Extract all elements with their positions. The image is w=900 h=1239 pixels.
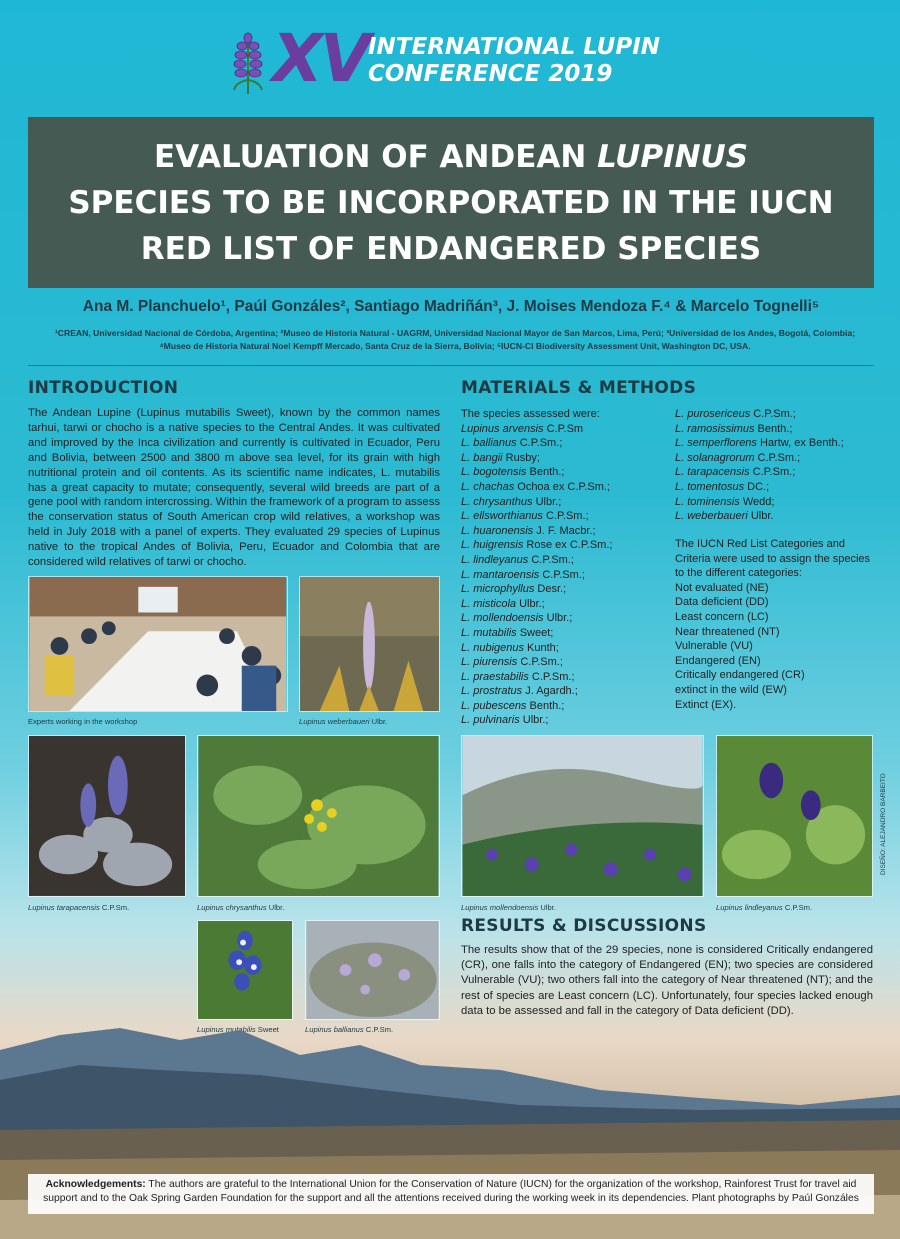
species-name: L. piurensis: [461, 656, 518, 669]
conference-numeral: XV: [272, 20, 368, 97]
affiliations: ¹CREAN, Universidad Nacional de Córdoba, Argentina; ²Museo de Historia Natural - UAGRM, Universidad Nacional Mayor de San Marcos, Lima, Perú; ³Universidad de los Andes, Bogotá, Colombia; ⁴Museo de Historia Natural Noel Kempff Mercado, Santa Cruz de la Sierra, Bolivia; ⁵IUCN-CI Biodiversity Assessment Unit, Washington DC, USA.: [54, 328, 856, 351]
species-name: L. huaronensis: [461, 524, 534, 537]
species-intro: The species assessed were:: [461, 408, 600, 420]
category-item: Least concern (LC): [675, 610, 769, 623]
caption-mollendoensis: [461, 903, 556, 912]
species-item: [461, 495, 612, 510]
category-item: Extinct (EX).: [675, 698, 737, 711]
species-item: [461, 465, 612, 480]
caption-mutabilis-author: Sweet: [255, 1025, 279, 1034]
species-item: [461, 436, 612, 451]
introduction-text: The Andean Lupine (Lupinus mutabilis Sweet), known by the common names tarhui, tarwi or chocho is a native species to the Central Andes. It was cultivated and improved by the Inca civilization and currently is cultivated in Ecuador, Peru and Bolivia, between 2500 and 3800 m above sea level, for its grain with high nutritional protein and oil contents. As its scientific name indicates, L. mutabilis has a great capacity to mutate; consequently, several wild breeds are part of a gene pool with random intercrossing. Within the framework of a program to assess the conservation status of South American crop wild relatives, a workshop was held in July 2018 with a panel of experts. They evaluated 29 species of Lupinus native to the tropical Andes of Bolivia, Peru, Ecuador and Colombia that are considered wild relatives of tarwi or chocho.: [28, 407, 440, 569]
lindleyanus-photo: [716, 735, 873, 897]
species-list-col1: [461, 407, 612, 728]
design-credit: DISEÑO: ALEJANDRO BARBEITO: [880, 773, 887, 875]
title-genus: LUPINUS: [597, 138, 749, 175]
conference-logo: [230, 20, 690, 98]
category-item: Vulnerable (VU): [675, 640, 753, 653]
results-heading: RESULTS & DISCUSSIONS: [461, 916, 707, 936]
species-name: L. misticola: [461, 597, 517, 610]
species-author: J. F. Macbr.;: [533, 524, 596, 537]
species-item: [675, 465, 844, 480]
caption-weberbaueri: [299, 717, 387, 726]
species-author: C.P.Sm.;: [749, 466, 796, 479]
species-name: L. nubigenus: [461, 641, 524, 654]
species-item: [461, 699, 612, 714]
species-author: C.P.Sm.;: [516, 437, 563, 450]
species-author: C.P.Sm.;: [528, 553, 574, 566]
species-item: [461, 582, 612, 597]
species-name: L. pubescens: [461, 699, 527, 712]
results-text: The results show that of the 29 species, none is considered Critically endangered (CR), one falls into the category of Endangered (EN); two species are considered Vulnerable (VU); two others fall into the category of Near threatened (NT); and the rest of species are Least concern (LC). Unfortunately, four species lacked enough data to be assessed and fall in the category of Data deficient (DD).: [461, 944, 873, 1017]
caption-ballianus-author: C.P.Sm.: [363, 1025, 394, 1034]
species-author: Ulbr.;: [543, 612, 573, 625]
species-name: L. tarapacensis: [675, 466, 750, 479]
species-author: Desr.;: [534, 583, 567, 596]
caption-tarapacensis-author: C.P.Sm.: [99, 903, 130, 912]
species-author: Ulbr.;: [516, 597, 545, 610]
species-name: L. mutabilis: [461, 626, 517, 639]
species-name: L. prostratus: [461, 685, 523, 698]
caption-tarapacensis: [28, 903, 129, 912]
chrysanthus-photo: [197, 735, 440, 897]
species-item: [461, 597, 612, 612]
mutabilis-photo: [197, 920, 293, 1020]
divider: [28, 365, 874, 366]
species-name: L. praestabilis: [461, 670, 529, 683]
species-item: [461, 611, 612, 626]
ballianus-photo: [305, 920, 440, 1020]
species-name: L. ramosissimus: [675, 422, 755, 435]
caption-weberbaueri-species: Lupinus weberbaueri: [299, 717, 370, 726]
species-name: L. microphyllus: [461, 583, 535, 596]
species-author: C.P.Sm.;: [528, 670, 575, 683]
species-name: L. bangii: [461, 451, 503, 464]
category-item: Critically endangered (CR): [675, 669, 805, 682]
species-author: C.P.Sm: [543, 422, 584, 435]
species-item: [675, 407, 844, 422]
conference-line-2: CONFERENCE 2019: [368, 61, 613, 87]
conference-line-1: INTERNATIONAL LUPIN: [368, 34, 661, 60]
species-author: Ulbr.: [747, 510, 774, 523]
caption-mutabilis-species: Lupinus mutabilis: [197, 1025, 256, 1034]
conference-name: [368, 34, 660, 88]
species-author: Wedd;: [739, 495, 775, 508]
category-item: Not evaluated (NE): [675, 581, 769, 594]
caption-mollendoensis-author: Ulbr.: [538, 903, 556, 912]
species-item: [675, 495, 844, 510]
introduction-heading: INTRODUCTION: [28, 378, 179, 398]
species-item: [675, 436, 844, 451]
species-list-col2: [675, 407, 844, 524]
species-author: Rusby;: [502, 451, 540, 464]
tarapacensis-photo: [28, 735, 186, 897]
acknowledgements: [28, 1174, 874, 1214]
title-banner: [28, 117, 874, 288]
species-item: [461, 553, 612, 568]
species-name: L. ballianus: [461, 437, 517, 450]
title-line-3: RED LIST OF ENDANGERED SPECIES: [140, 230, 762, 267]
species-item: [675, 451, 844, 466]
authors: Ana M. Planchuelo¹, Paúl Gonzáles², Santiago Madriñán³, J. Moises Mendoza F.⁴ & Marcelo Tognelli⁵: [82, 298, 820, 315]
poster-title: [51, 134, 851, 272]
species-item: [461, 641, 612, 656]
species-item: [461, 655, 612, 670]
species-name: L. lindleyanus: [461, 553, 529, 566]
species-author: Ulbr.;: [519, 714, 549, 727]
caption-weberbaueri-author: Ulbr.: [369, 717, 388, 726]
caption-lindleyanus-species: Lupinus lindleyanus: [716, 903, 783, 912]
weberbaueri-photo: [299, 576, 440, 712]
caption-mollendoensis-species: Lupinus mollendoensis: [461, 903, 539, 912]
species-name: L. solanagrorum: [675, 451, 755, 464]
caption-chrysanthus-author: Ulbr.: [266, 903, 285, 912]
workshop-photo: [28, 576, 288, 712]
species-author: Benth.;: [754, 422, 793, 435]
lupin-flower-icon: [230, 30, 266, 96]
criteria-intro: The IUCN Red List Categories and Criteria were used to assign the species to the different categories:: [675, 538, 871, 580]
species-item: [675, 422, 844, 437]
species-name: L. weberbaueri: [675, 510, 748, 523]
species-author: DC.;: [744, 480, 770, 493]
species-name: Lupinus arvensis: [461, 422, 544, 435]
species-name: L. tominensis: [675, 495, 740, 508]
category-item: Near threatened (NT): [675, 625, 780, 638]
species-name: L. huigrensis: [461, 539, 524, 552]
species-item: [461, 670, 612, 685]
species-item: [461, 422, 612, 437]
species-name: L. tomentosus: [675, 480, 745, 493]
title-line-2: SPECIES TO BE INCORPORATED IN THE IUCN: [68, 184, 834, 221]
species-item: [461, 568, 612, 583]
title-line-1: EVALUATION OF ANDEAN: [153, 138, 598, 175]
species-author: Benth.;: [526, 466, 565, 479]
species-item: [461, 684, 612, 699]
caption-lindleyanus: [716, 903, 812, 912]
species-item: [461, 524, 612, 539]
species-name: L. ellsworthianus: [461, 510, 543, 523]
species-author: Ulbr.;: [532, 495, 562, 508]
species-author: C.P.Sm.;: [542, 510, 589, 523]
methods-heading: MATERIALS & METHODS: [461, 378, 697, 398]
caption-ballianus-species: Lupinus ballianus: [305, 1025, 364, 1034]
species-author: Kunth;: [524, 641, 559, 654]
criteria-block: [675, 537, 875, 712]
mollendoensis-photo: [461, 735, 704, 897]
species-author: Sweet;: [516, 626, 554, 639]
species-item: [461, 713, 612, 728]
species-name: L. chachas: [461, 480, 515, 493]
species-author: C.P.Sm.;: [754, 451, 801, 464]
category-item: extinct in the wild (EW): [675, 683, 787, 696]
species-name: L. purosericeus: [675, 408, 751, 420]
species-item: [461, 451, 612, 466]
species-name: L. pulvinaris: [461, 714, 520, 727]
species-name: L. semperflorens: [675, 437, 757, 450]
species-author: J. Agardh.;: [522, 685, 578, 698]
species-author: Hartw, ex Benth.;: [756, 437, 844, 450]
species-item: [461, 480, 612, 495]
categories-list: [675, 581, 875, 712]
acknowledgements-text: The authors are grateful to the International Union for the Conservation of Nature (IUCN) for the organization of the workshop, Rainforest Trust for travel aid support and to the Oak Spring Garden Foundation for the support and all the attentions received during the working week in its dependencies. Plant photographs by Paúl Gonzáles: [43, 1179, 859, 1204]
species-author: Rose ex C.P.Sm.;: [523, 539, 613, 552]
category-item: Endangered (EN): [675, 654, 761, 667]
category-item: Data deficient (DD): [675, 596, 769, 609]
species-author: Benth.;: [526, 699, 565, 712]
caption-tarapacensis-species: Lupinus tarapacensis: [28, 903, 100, 912]
caption-lindleyanus-author: C.P.Sm.: [782, 903, 813, 912]
species-item: [675, 480, 844, 495]
caption-chrysanthus: [197, 903, 284, 912]
acknowledgements-label: Acknowledgements:: [45, 1179, 146, 1190]
species-name: L. mantaroensis: [461, 568, 540, 581]
caption-chrysanthus-species: Lupinus chrysanthus: [197, 903, 267, 912]
species-name: L. bogotensis: [461, 466, 527, 479]
species-author: C.P.Sm.;: [750, 408, 796, 420]
species-item: [675, 509, 844, 524]
species-author: Ochoa ex C.P.Sm.;: [514, 480, 610, 493]
species-item: [461, 509, 612, 524]
caption-workshop: Experts working in the workshop: [28, 717, 138, 726]
species-name: L. chrysanthus: [461, 495, 533, 508]
species-author: C.P.Sm.;: [539, 568, 585, 581]
species-item: [461, 626, 612, 641]
species-author: C.P.Sm.;: [517, 656, 563, 669]
species-item: [461, 538, 612, 553]
species-name: L. mollendoensis: [461, 612, 544, 625]
